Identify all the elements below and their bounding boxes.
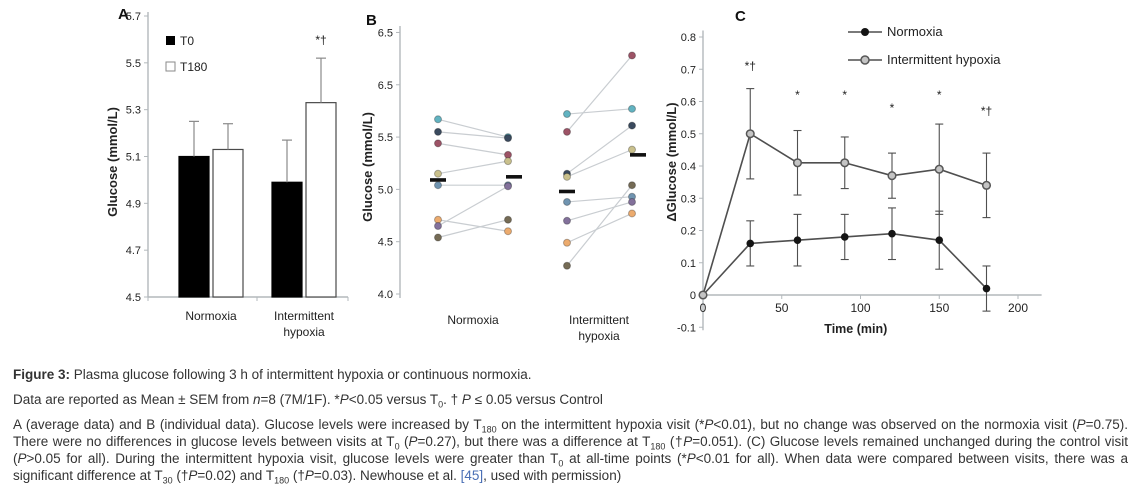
subject-point: [629, 210, 636, 217]
subject-point: [564, 173, 571, 180]
y-tick-label: 4.5: [377, 236, 393, 249]
caption-text-segment: P: [461, 392, 471, 407]
mean-marker: [559, 190, 575, 194]
legend-swatch-t180: [166, 62, 175, 71]
caption-body: [13, 416, 1128, 484]
data-point-normoxia: [935, 236, 943, 244]
data-point-normoxia: [794, 236, 802, 244]
y-tick-label: 5.0: [377, 184, 393, 197]
subject-point: [629, 182, 636, 189]
data-point-hypoxia: [794, 159, 802, 167]
x-tick-label: 0: [699, 301, 707, 315]
subject-point: [629, 52, 636, 59]
caption-text-segment: 180: [650, 441, 666, 452]
x-tick-label: 50: [775, 301, 789, 315]
caption-text-segment: =0.75). There were no differences in glucose levels between visits at T: [13, 417, 1128, 449]
legend-label: Normoxia: [887, 24, 943, 39]
citation-link-45[interactable]: [45]: [460, 468, 484, 483]
subject-point: [505, 135, 512, 142]
data-point-hypoxia: [699, 291, 707, 299]
panel-c-line-chart: [663, 2, 1103, 357]
y-tick-label: 4.7: [125, 245, 141, 258]
mean-marker: [506, 175, 522, 179]
caption-text-segment: 180: [481, 424, 497, 435]
x-tick-label: 100: [850, 301, 871, 315]
caption-text-segment: , used with permission): [483, 468, 622, 483]
data-point-hypoxia: [746, 130, 754, 138]
y-axis-title: ΔGlucose (mmol/L): [664, 102, 679, 222]
caption-text-segment: (†: [289, 468, 305, 483]
data-point-hypoxia: [888, 172, 896, 180]
category-label: hypoxia: [283, 325, 325, 339]
panel-a-bar-chart: [100, 2, 355, 354]
pair-line: [438, 161, 508, 174]
y-tick-label: 0.4: [680, 161, 696, 173]
legend-marker-normoxia: [861, 28, 869, 36]
mean-marker: [430, 178, 446, 182]
x-axis-title: Time (min): [824, 322, 888, 336]
caption-text-segment: <0.05 versus T: [348, 392, 439, 407]
pair-line: [438, 220, 508, 232]
legend-marker-hypoxia: [861, 56, 869, 64]
pair-line: [567, 150, 632, 177]
significance-annotation: *: [889, 100, 895, 115]
pair-line: [438, 220, 508, 238]
subject-point: [564, 198, 571, 205]
y-tick-label: 5.5: [125, 57, 141, 70]
caption-text-segment: 180: [274, 475, 290, 486]
subject-point: [564, 128, 571, 135]
caption-text-segment: =0.02) and T: [197, 468, 275, 483]
y-tick-label: 4.0: [377, 289, 393, 301]
pair-line: [438, 143, 508, 155]
caption-text-segment: ≤ 0.05 versus Control: [470, 392, 603, 407]
caption-text-segment: P: [188, 468, 198, 483]
y-tick-label: 5.5: [377, 132, 393, 145]
bar-T180-1: [306, 103, 336, 297]
caption-text-segment: 0: [394, 441, 400, 452]
caption-text-segment: P: [304, 468, 314, 483]
caption-text-segment: <0.01), but no change was observed on the normoxia visit (: [713, 417, 1077, 432]
x-tick-label: 200: [1007, 301, 1029, 315]
y-tick-label: 0.3: [680, 193, 696, 206]
figure-caption: [13, 366, 1128, 484]
pair-line: [438, 186, 508, 226]
data-point-hypoxia: [841, 159, 849, 167]
y-tick-label: 0: [689, 290, 696, 302]
caption-text-segment: =0.051). (C) Glucose levels remained unchanged during the control visit (: [13, 434, 1128, 466]
panel-b-paired-scatter-chart: [358, 2, 665, 354]
y-tick-label: 0.1: [680, 257, 696, 270]
caption-text-segment: Data are reported as Mean ± SEM from: [13, 392, 254, 407]
y-tick-label: 0.6: [680, 96, 696, 109]
data-point-hypoxia: [935, 165, 943, 173]
significance-annotation: *: [936, 88, 942, 103]
caption-text-segment: n: [253, 392, 261, 407]
caption-text-segment: Figure 3:: [13, 367, 71, 382]
group-label: Intermittent: [568, 313, 630, 327]
data-point-normoxia: [983, 285, 991, 293]
y-tick-label: -0.1: [677, 322, 696, 335]
caption-text-segment: =0.27), but there was a difference at T: [417, 434, 651, 449]
caption-text-segment: at all-time points (*: [563, 451, 687, 466]
caption-text-segment: <0.01 for all). When data were compared between visits, there was a significant difference at T: [13, 451, 1128, 483]
subject-point: [505, 158, 512, 165]
caption-text-segment: P: [339, 392, 349, 407]
caption-text-segment: P: [17, 451, 27, 466]
pair-line: [567, 109, 632, 114]
y-axis-title: Glucose (mmol/L): [105, 107, 120, 217]
caption-text-segment: (†: [665, 434, 684, 449]
caption-title: [13, 366, 1128, 383]
subject-point: [629, 198, 636, 205]
legend-swatch-t0: [166, 36, 175, 45]
panel-a-label: A: [118, 6, 129, 23]
data-point-normoxia: [841, 233, 849, 241]
subject-point: [435, 170, 442, 177]
bar-T180-0: [213, 149, 243, 297]
y-tick-label: 0.2: [680, 225, 696, 238]
pair-line: [567, 126, 632, 174]
legend-label-t180: T180: [180, 60, 208, 74]
caption-text-segment: P: [408, 434, 418, 449]
category-label: Normoxia: [185, 309, 237, 323]
subject-point: [505, 216, 512, 223]
group-label: Normoxia: [447, 313, 499, 327]
caption-text-segment: P: [683, 434, 693, 449]
data-point-normoxia: [888, 230, 896, 238]
caption-text-segment: A (average data) and B (individual data). Glucose levels were increased by T: [13, 417, 482, 432]
y-tick-label: 0.7: [680, 64, 696, 77]
data-point-normoxia: [746, 240, 754, 248]
subject-point: [435, 234, 442, 241]
pair-line: [567, 55, 632, 131]
category-label: Intermittent: [273, 309, 335, 323]
panel-b-label: B: [366, 12, 377, 29]
y-tick-label: 5.7: [125, 11, 141, 23]
y-tick-label: 0.8: [680, 32, 696, 44]
panel-c-label: C: [735, 8, 746, 25]
subject-point: [564, 111, 571, 118]
caption-text-segment: . †: [443, 392, 462, 407]
caption-text-segment: 0: [558, 458, 564, 469]
caption-stats-note: [13, 391, 1128, 408]
y-axis-title: Glucose (mmol/L): [360, 112, 375, 222]
caption-text-segment: (: [399, 434, 409, 449]
subject-point: [629, 122, 636, 129]
pair-line: [567, 185, 632, 266]
subject-point: [505, 228, 512, 235]
bar-T0-0: [179, 157, 209, 298]
significance-annotation: *: [795, 88, 800, 103]
caption-text-segment: 30: [162, 475, 173, 486]
x-tick-label: 150: [929, 301, 950, 315]
caption-text-segment: 0: [438, 399, 444, 410]
subject-point: [435, 128, 442, 135]
subject-point: [435, 223, 442, 230]
data-point-hypoxia: [983, 182, 991, 190]
significance-annotation: *: [842, 88, 848, 103]
caption-text-segment: =8 (7M/1F). *: [260, 392, 340, 407]
caption-text-segment: on the intermittent hypoxia visit (*: [496, 417, 705, 432]
subject-point: [564, 217, 571, 224]
caption-text-segment: >0.05 for all). During the intermittent hypoxia visit, glucose levels were greater than T: [26, 451, 559, 466]
mean-marker: [630, 153, 646, 157]
caption-text-segment: P: [686, 451, 696, 466]
y-tick-label: 0.5: [680, 128, 696, 141]
y-tick-label: 4.9: [125, 198, 141, 211]
y-tick-label: 6.5: [377, 27, 393, 40]
subject-point: [435, 140, 442, 147]
subject-point: [564, 262, 571, 269]
y-tick-label: 5.3: [125, 104, 141, 117]
subject-point: [629, 105, 636, 112]
legend-label-t0: T0: [180, 34, 195, 48]
bar-T0-1: [272, 182, 302, 297]
y-tick-label: 4.5: [125, 292, 141, 304]
y-tick-label: 5.1: [125, 151, 141, 164]
caption-text-segment: P: [1076, 417, 1086, 432]
caption-text-segment: Plasma glucose following 3 h of intermittent hypoxia or continuous normoxia.: [70, 367, 532, 382]
group-label: hypoxia: [578, 329, 620, 343]
caption-text-segment: (†: [172, 468, 189, 483]
subject-point: [435, 182, 442, 189]
caption-text-segment: P: [704, 417, 714, 432]
subject-point: [435, 116, 442, 123]
significance-annotation: *†: [980, 104, 993, 119]
significance-annotation: *†: [315, 33, 327, 48]
significance-annotation: *†: [744, 59, 756, 74]
y-tick-label: 6.5: [377, 79, 393, 92]
subject-point: [505, 183, 512, 190]
caption-text-segment: =0.03). Newhouse et al.: [313, 468, 461, 483]
subject-point: [629, 146, 636, 153]
legend-label: Intermittent hypoxia: [887, 52, 1001, 67]
subject-point: [564, 239, 571, 246]
